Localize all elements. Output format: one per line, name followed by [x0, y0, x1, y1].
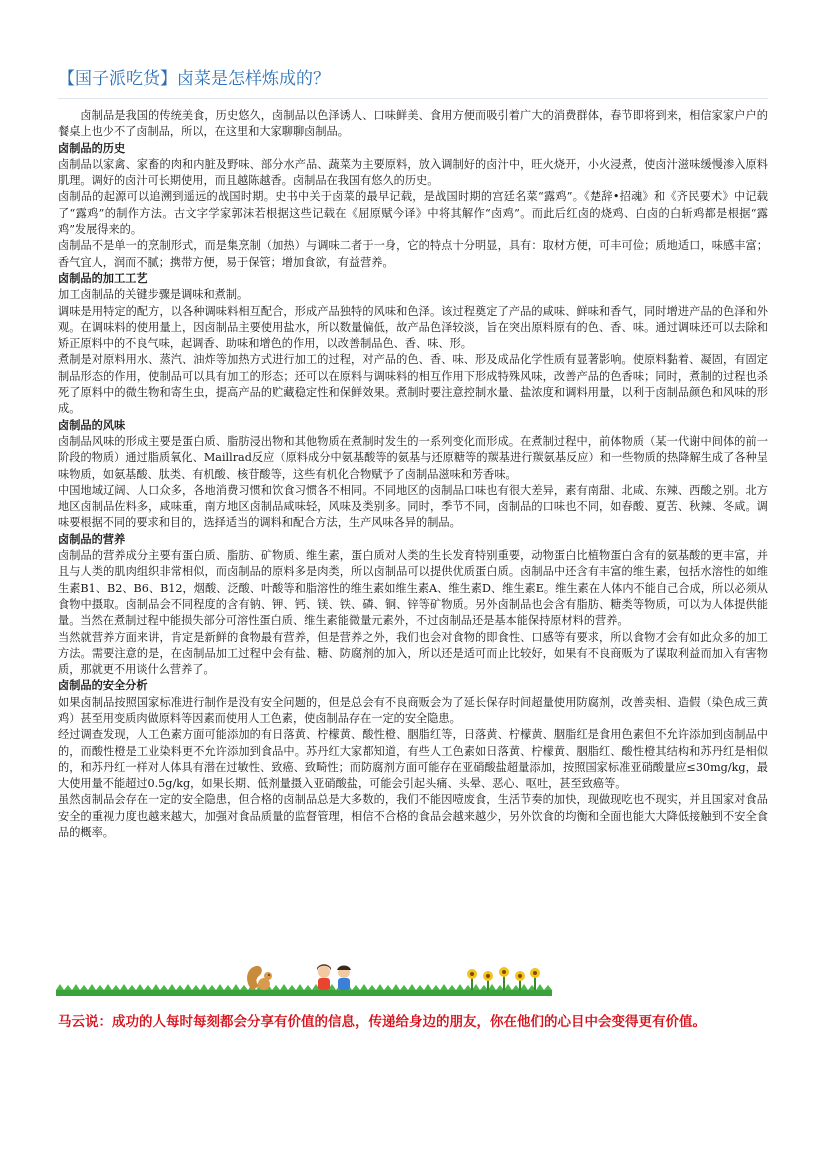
sunflowers-icon [467, 967, 540, 990]
paragraph: 调味是用特定的配方，以各种调味料相互配合，形成产品独特的风味和色泽。该过程奠定了产品的咸味、鲜味和香气，同时增进产品的色泽和外观。在调味料的使用量上，因卤制品主要使用盐水，所以数量偏低，故产品色泽较淡，旨在突出原料原有的色、香、味。通过调味还可以去除和矫正原料中的不良气味，起调香、助味和增色的作用，以改善制品色、香、味、形。 [58, 304, 768, 351]
section-heading-safety: 卤制品的安全分析 [58, 679, 148, 693]
children-icon [317, 964, 351, 990]
paragraph: 如果卤制品按照国家标准进行制作是没有安全问题的，但是总会有不良商贩会为了延长保存时间超量使用防腐剂，改善卖相、造假（染色成三黄鸡）甚至用变质肉做原料等因素而使用人工色素，使卤制品存在一定的安全隐患。 [58, 695, 768, 725]
article-body [58, 108, 768, 841]
squirrel-icon [247, 966, 272, 990]
paragraph: 卤制品的起源可以追溯到遥远的战国时期。史书中关于卤菜的最早记载，是战国时期的宫廷名菜“露鸡”。《楚辞•招魂》和《齐民要术》中记载了“露鸡”的制作方法。古文字学家郭沫若根据这些记载在《屈原赋今译》中将其解作“卤鸡”。而此后红卤的烧鸡、白卤的白斩鸡都是根据“露鸡”发展得来的。 [58, 190, 768, 237]
paragraph: 卤制品风味的形成主要是蛋白质、脂肪浸出物和其他物质在煮制时发生的一系列变化而形成。在煮制过程中，前体物质（某一代谢中间体的前一阶段的物质）通过脂质氧化、Maillrad反应（原料成分中氨基酸等的氨基与还原糖等的羰基进行羰氨基反应）和一些物质的热降解生成了各种呈味物质，如氨基酸、肽类、有机酸、核苷酸等，这些有机化合物赋予了卤制品滋味和芳香味。 [58, 434, 768, 481]
closing-quote: 马云说：成功的人每时每刻都会分享有价值的信息，传递给身边的朋友，你在他们的心目中会变得更有价值。 [58, 1014, 706, 1030]
grass-blades [56, 984, 552, 990]
grass-strip [56, 990, 552, 996]
title-divider [58, 98, 768, 99]
section-heading-nutrition: 卤制品的营养 [58, 532, 126, 546]
paragraph: 煮制是对原料用水、蒸汽、油炸等加热方式进行加工的过程，对产品的色、香、味、形及成品化学性质有显著影响。使原料黏着、凝固，有固定制品形态的作用，使制品可以具有加工的形态；还可以在原料与调味料的相互作用下形成特殊风味，改善产品的色香味；同时，煮制的过程也杀死了原料中的微生物和寄生虫，提高产品的贮藏稳定性和保鲜效果。煮制时要注意控制水量、盐浓度和调料用量，以利于卤制品颜色和风味的形成。 [58, 353, 768, 416]
paragraph: 虽然卤制品会存在一定的安全隐患，但合格的卤制品总是大多数的，我们不能因噎废食，生活节奏的加快，现做现吃也不现实，并且国家对食品安全的重视力度也越来越大，加强对食品质量的监督管理，相信不合格的食品会越来越少，另外饮食的均衡和全面也能大大降低接触到不安全食品的概率。 [58, 793, 768, 840]
paragraph: 加工卤制品的关键步骤是调味和煮制。 [58, 288, 249, 302]
paragraph: 卤制品的营养成分主要有蛋白质、脂肪、矿物质、维生素，蛋白质对人类的生长发育特别重要，动物蛋白比植物蛋白含有的氨基酸的更丰富，并且与人类的肌肉组织非常相似，而卤制品的原料多是肉类，所以卤制品可以提供优质蛋白质。卤制品中还含有丰富的维生素，包括水溶性的如维生素B1、B2、B6、B12，烟酸、泛酸、叶酸等和脂溶性的维生素如维生素A、维生素D、维生素E。维生素在人体内不能自己合成，所以必须从食物中摄取。卤制品会不同程度的含有钠、钾、钙、镁、铁、磷、铜、锌等矿物质。另外卤制品也会含有脂肪、糖类等物质，可以为人体提供能量。当然在煮制过程中能损失部分可溶性蛋白质、维生素能微量元素外，不过卤制品还是基本能保持原材料的营养。 [58, 549, 768, 628]
section-heading-history: 卤制品的历史 [58, 141, 126, 155]
decorative-banner [56, 962, 552, 998]
section-heading-process: 卤制品的加工工艺 [58, 271, 148, 285]
paragraph: 经过调查发现，人工色素方面可能添加的有日落黄、柠檬黄、酸性橙、胭脂红等，日落黄、柠檬黄、胭脂红是食用色素但不允许添加到卤制品中的，而酸性橙是工业染料更不允许添加到食品中。苏丹红大家都知道，有些人工色素如日落黄、柠檬黄、胭脂红、酸性橙其结构和苏丹红是相似的，和苏丹红一样对人体具有潜在过敏性、致癌、致畸性；而防腐剂方面可能存在亚硝酸盐超量添加，按照国家标准亚硝酸量应≤30mg/kg，最大使用量不能超过0.5g/kg，如果长期、低剂量摄入亚硝酸盐，可能会引起头痛、头晕、恶心、呕吐，甚至致癌等。 [58, 728, 768, 791]
intro-paragraph: 卤制品是我国的传统美食，历史悠久，卤制品以色泽诱人、口味鲜美、食用方便而吸引着广大的消费群体，春节即将到来，相信家家户户的餐桌上也少不了卤制品，所以，在这里和大家聊聊卤制品。 [58, 109, 768, 139]
paragraph: 卤制品以家禽、家畜的肉和内脏及野味、部分水产品、蔬菜为主要原料，放入调制好的卤汁中，旺火烧开，小火浸煮，使卤汁滋味缓慢渗入原料肌理。调好的卤汁可长期使用，而且越陈越香。卤制品在我国有悠久的历史。 [58, 157, 768, 188]
paragraph: 中国地域辽阔、人口众多，各地消费习惯和饮食习惯各不相同。不同地区的卤制品口味也有很大差异，素有南甜、北咸、东辣、西酸之别。北方地区卤制品佐料多，咸味重，南方地区卤制品咸味轻，风味及类别多。同时，季节不同，卤制品的口味也不同，如春酸、夏苦、秋辣、冬咸。调味要根据不同的要求和目的，选择适当的调料和配合方法，生产风味各异的制品。 [58, 483, 768, 530]
section-heading-flavor: 卤制品的风味 [58, 418, 126, 432]
page-title: 【国子派吃货】卤菜是怎样炼成的？ [58, 69, 330, 89]
paragraph: 当然就营养方面来讲，肯定是新鲜的食物最有营养，但是营养之外，我们也会对食物的即食性、口感等有要求，所以食物才会有如此众多的加工方法。需要注意的是，在卤制品加工过程中会有盐、糖、防腐剂的加入，所以还是适可而止比较好，如果有不良商贩为了谋取利益而加入有害物质，那就更不用谈什么营养了。 [58, 630, 768, 677]
paragraph: 卤制品不是单一的烹制形式，而是集烹制（加热）与调味二者于一身，它的特点十分明显，具有：取材方便，可丰可俭；质地适口，味感丰富；香气宜人，润而不腻；携带方便，易于保管；增加食欲，有益营养。 [58, 239, 768, 269]
